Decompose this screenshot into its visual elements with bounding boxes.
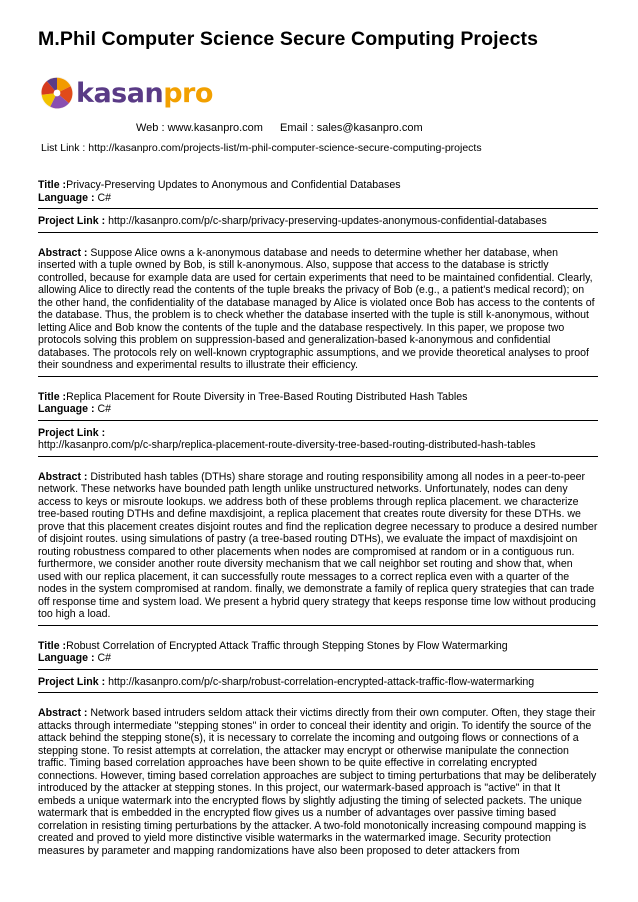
divider: [38, 456, 598, 457]
logo-wordmark: [76, 78, 213, 109]
project-link[interactable]: http://kasanpro.com/p/c-sharp/privacy-preserving-updates-anonymous-confidential-databases: [108, 215, 547, 227]
abstract-label: Abstract :: [38, 470, 88, 483]
divider: [38, 376, 598, 377]
divider: [38, 692, 598, 693]
divider: [38, 420, 598, 421]
project-link[interactable]: http://kasanpro.com/p/c-sharp/robust-correlation-encrypted-attack-traffic-flow-watermarking: [108, 675, 535, 688]
project-link-label: Project Link :: [38, 675, 106, 688]
contact-line: [136, 122, 423, 134]
website-link[interactable]: Web : www.kasanpro.com: [136, 122, 263, 134]
project-link[interactable]: http://kasanpro.com/p/c-sharp/replica-placement-route-diversity-tree-based-routing-distributed-hash-tables: [38, 439, 536, 451]
title-label: Title :: [38, 639, 67, 652]
email-link[interactable]: Email : sales@kasanpro.com: [280, 122, 423, 134]
language-label: Language :: [38, 191, 95, 204]
abstract-text: Network based intruders seldom attack their victims directly from their own computer. Often, they stage their attacks through intermediate "stepping stones" in order to conceal their identity and origin. To identify the source of the attack behind the stepping stone(s), it is necessary to correlate the incoming and outgoing flows or connections of a stepping stone. To resist attempts at correlation, the attacker may encrypt or otherwise manipulate the connection traffic. Timing based correlation approaches have been shown to be quite effective in correlating encrypted connections. However, timing based correlation approaches are subject to timing perturbations that may be deliberately introduced by the attacker at stepping stones. In this project, our watermark-based approach is "active" in that It embeds a unique watermark into the encrypted flows by slightly adjusting the timing of selected packets. The unique watermark that is embedded in the encrypted flow gives us a number of advantages over passive timing based correlation in resisting timing perturbations by the attacker. A two-fold monotonically increasing compound mapping is created and proved to yield more distinctive visible watermarks in the watermarked image. Security protection measures by parameter and mapping randomizations have also been proposed to deter attackers from: [38, 707, 597, 857]
project-title-row: [38, 640, 598, 653]
title-label: Title :: [38, 179, 67, 191]
abstract-text: Distributed hash tables (DTHs) share storage and routing responsibility among all nodes in a peer-to-peer network. These networks have bounded path length unlike unstructured networks. Unfortunately, nodes can deny access to keys or misroute lookups. we address both of these problems through replica placement. we characterize tree-based routing DTHs and define maxdisjoint, a replica placement that creates route diversity for these DTHs. we prove that this placement creates disjoint routes and find the replication degree necessary to produce a desired number of disjoint routes. using simulations of pastry (a tree-based routing DTHs), we evaluate the impact of maxdisjoint on routing robustness compared to other placements when nodes are compromised at random or in a contiguous run. furthermore, we consider another route diversity mechanism that we call neighbor set routing and show that, when used with our replica placement, it can successfully route messages to a correct replica even with a quarter of the nodes in the system compromised at random. finally, we demonstrate a family of replica query strategies that can trade off response time and system load. We present a hybrid query strategy that keeps response time low without producing too high a load.: [38, 470, 598, 620]
project-title: Robust Correlation of Encrypted Attack Traffic through Stepping Stones by Flow Watermarking: [66, 639, 508, 652]
project-language-row: [38, 403, 598, 416]
project-link-row: [38, 427, 598, 452]
logo-text-kasan: kasan: [76, 77, 164, 109]
project-abstract: [38, 247, 598, 372]
project-title-row: [38, 391, 598, 404]
project-title-row: [38, 179, 598, 192]
abstract-label: Abstract :: [38, 707, 88, 719]
project-link-label: Project Link :: [38, 426, 106, 439]
project-abstract: [38, 707, 598, 857]
project-language-row: [38, 192, 598, 205]
language-label: Language :: [38, 403, 95, 415]
project-title: Replica Placement for Route Diversity in Tree-Based Routing Distributed Hash Tables: [66, 390, 468, 403]
project-language: C#: [97, 403, 112, 415]
project-title: Privacy-Preserving Updates to Anonymous and Confidential Databases: [66, 179, 401, 191]
list-link[interactable]: List Link : http://kasanpro.com/projects-list/m-phil-computer-science-secure-computing-projects: [41, 142, 482, 154]
page-title: M.Phil Computer Science Secure Computing Projects: [38, 28, 539, 50]
project-entry: [38, 179, 598, 377]
project-list: [38, 179, 598, 857]
abstract-text: Suppose Alice owns a k-anonymous database and needs to determine whether her database, when inserted with a tuple owned by Bob, is still k-anonymous. Also, suppose that access to the database is strictly controlled, because for example data are used for certain experiments that need to be maintained confidential. Clearly, allowing Alice to directly read the contents of the tuple breaks the privacy of Bob (e.g., a patient's medical record); on the other hand, the confidentiality of the database managed by Alice is violated once Bob has access to the contents of the database. Thus, the problem is to check whether the database inserted with the tuple is still k-anonymous, without letting Alice and Bob know the contents of the tuple and the database respectively. In this paper, we propose two protocols solving this problem on suppression-based and generalization-based k-anonymous and confidential databases. The protocols rely on well-known cryptographic assumptions, and we provide theoretical analyses to proof their soundness and experimental results to illustrate their efficiency.: [38, 246, 595, 371]
divider: [38, 669, 598, 670]
language-label: Language :: [38, 652, 95, 664]
divider: [38, 232, 598, 233]
project-language: C#: [97, 652, 112, 664]
divider: [38, 625, 598, 626]
project-entry: [38, 640, 598, 858]
abstract-label: Abstract :: [38, 246, 88, 259]
project-language-row: [38, 652, 598, 665]
project-link-row: [38, 676, 598, 689]
kasanpro-logo: [40, 76, 213, 110]
project-abstract: [38, 471, 598, 621]
title-label: Title :: [38, 390, 67, 403]
project-link-label: Project Link :: [38, 215, 106, 227]
logo-text-pro: pro: [163, 77, 213, 109]
project-entry: [38, 391, 598, 626]
divider: [38, 208, 598, 209]
project-language: C#: [97, 191, 112, 204]
project-link-row: [38, 215, 598, 228]
logo-pinwheel-icon: [40, 76, 74, 110]
